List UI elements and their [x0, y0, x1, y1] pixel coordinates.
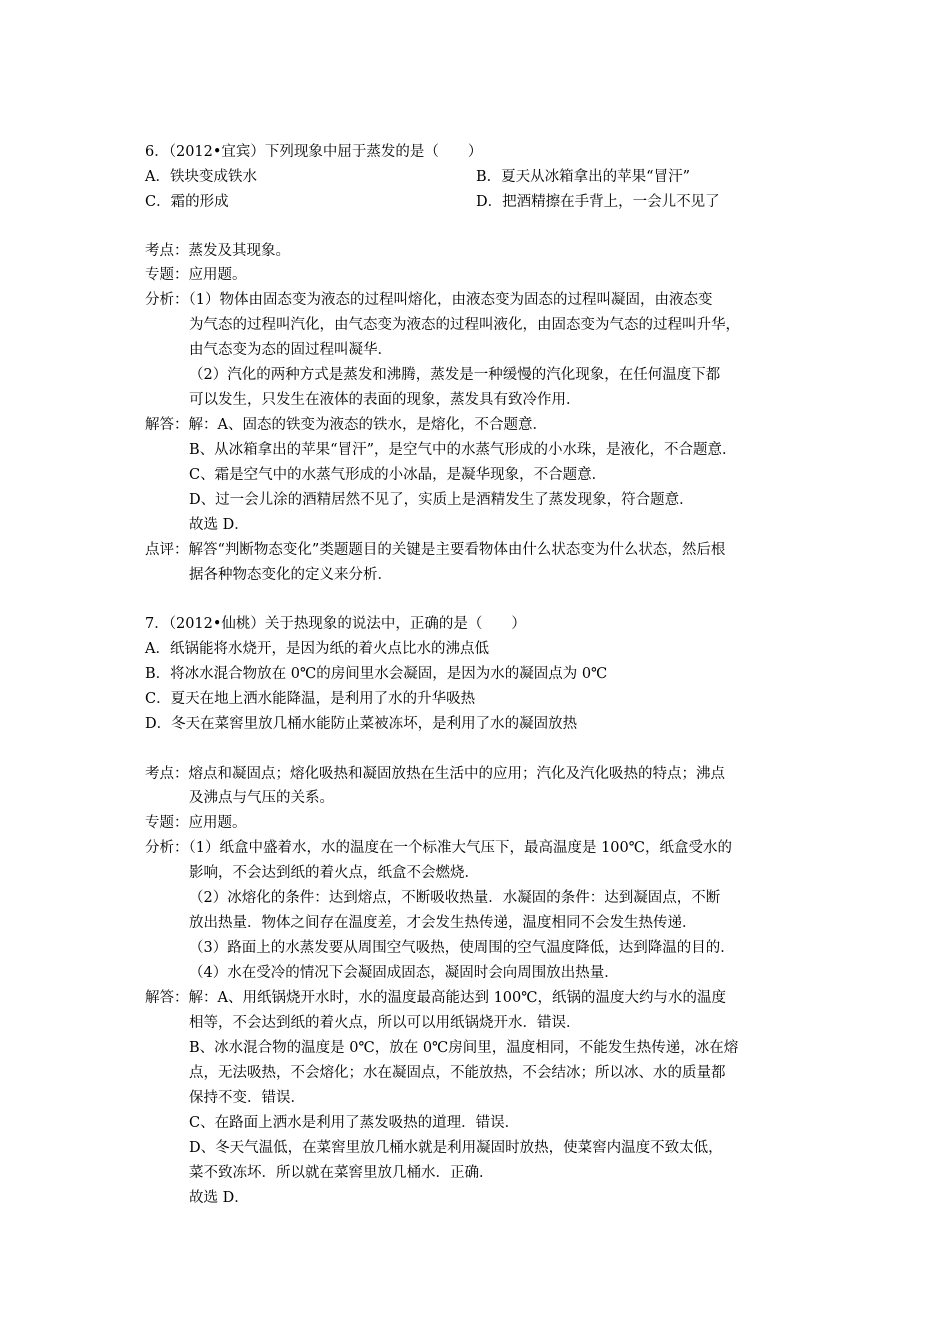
q6-option-a[interactable]: A．铁块变成铁水 — [145, 169, 257, 185]
q7-stem: 7．（2012•仙桃）关于热现象的说法中，正确的是（ ） — [145, 616, 526, 632]
q7-kaodian-line: 及沸点与气压的关系。 — [189, 790, 334, 806]
q7-jieda-line: 保持不变．错误． — [189, 1090, 305, 1106]
q6-fenxi-line: 分析：（1）物体由固态变为液态的过程叫熔化，由液态变为固态的过程叫凝固，由液态变 — [145, 292, 713, 308]
q7-jieda-line: 菜不致冻坏．所以就在菜窖里放几桶水．正确． — [189, 1165, 494, 1181]
q7-kaodian-line: 考点：熔点和凝固点；熔化吸热和凝固放热在生活中的应用；汽化及汽化吸热的特点；沸点 — [145, 766, 725, 782]
q6-dianping-line: 点评：解答“判断物态变化”类题题目的关键是主要看物体由什么状态变为什么状态，然后根 — [145, 542, 726, 558]
q7-jieda-line: 故选 D． — [189, 1190, 249, 1206]
q6-jieda-line: 解答：解：A、固态的铁变为液态的铁水，是熔化，不合题意． — [145, 417, 547, 433]
q6-dianping-line: 据各种物态变化的定义来分析． — [189, 567, 392, 583]
q7-option-c[interactable]: C．夏天在地上洒水能降温，是利用了水的升华吸热 — [145, 691, 476, 707]
q7-fenxi-line: （2）冰熔化的条件：达到熔点，不断吸收热量．水凝固的条件：达到凝固点，不断 — [189, 890, 721, 906]
q7-jieda-line: B、冰水混合物的温度是 0℃，放在 0℃房间里，温度相同，不能发生热传递，冰在熔 — [189, 1040, 739, 1056]
q7-option-d[interactable]: D．冬天在菜窖里放几桶水能防止菜被冻坏，是利用了水的凝固放热 — [145, 716, 578, 732]
q7-fenxi-line: 放出热量．物体之间存在温度差，才会发生热传递，温度相同不会发生热传递． — [189, 915, 697, 931]
q6-fenxi-line: 为气态的过程叫汽化，由气态变为液态的过程叫液化，由固态变为气态的过程叫升华， — [189, 317, 740, 333]
q7-option-b[interactable]: B．将冰水混合物放在 0℃的房间里水会凝固，是因为水的凝固点为 0℃ — [145, 666, 608, 682]
q6-option-c[interactable]: C．霜的形成 — [145, 194, 229, 210]
q6-fenxi-line: 可以发生，只发生在液体的表面的现象，蒸发具有致冷作用． — [189, 392, 581, 408]
q7-jieda-line: 点，无法吸热，不会熔化；水在凝固点，不能放热，不会结冰；所以冰、水的质量都 — [189, 1065, 726, 1081]
q6-option-d[interactable]: D．把酒精擦在手背上，一会儿不见了 — [476, 194, 720, 210]
q6-zhuanti: 专题：应用题。 — [145, 267, 247, 283]
q7-zhuanti: 专题：应用题。 — [145, 815, 247, 831]
q7-jieda-line: D、冬天气温低，在菜窖里放几桶水就是利用凝固时放热，使菜窖内温度不致太低， — [189, 1140, 723, 1156]
q6-option-b[interactable]: B．夏天从冰箱拿出的苹果“冒汗” — [476, 169, 690, 185]
q7-fenxi-line: （4）水在受冷的情况下会凝固成固态，凝固时会向周围放出热量． — [189, 965, 619, 981]
q7-jieda-line: 解答：解：A、用纸锅烧开水时，水的温度最高能达到 100℃，纸锅的温度大约与水的温度 — [145, 990, 726, 1006]
q7-fenxi-line: 影响，不会达到纸的着火点，纸盒不会燃烧． — [189, 865, 479, 881]
q6-fenxi-line: 由气态变为态的固过程叫凝华． — [189, 342, 392, 358]
q6-jieda-line: D、过一会儿涂的酒精居然不见了，实质上是酒精发生了蒸发现象，符合题意． — [189, 492, 694, 508]
q6-stem: 6．（2012•宜宾）下列现象中屈于蒸发的是（ ） — [145, 144, 483, 160]
q7-option-a[interactable]: A．纸锅能将水烧开，是因为纸的着火点比水的沸点低 — [145, 641, 489, 657]
q6-fenxi-line: （2）汽化的两种方式是蒸发和沸腾，蒸发是一种缓慢的汽化现象，在任何温度下都 — [189, 367, 721, 383]
q7-jieda-line: 相等，不会达到纸的着火点，所以可以用纸锅烧开水．错误． — [189, 1015, 581, 1031]
q7-fenxi-line: 分析：（1）纸盒中盛着水，水的温度在一个标准大气压下，最高温度是 100℃，纸盒受水的 — [145, 840, 732, 856]
q6-jieda-line: C、霜是空气中的水蒸气形成的小冰晶，是凝华现象，不合题意． — [189, 467, 607, 483]
q7-jieda-line: C、在路面上洒水是利用了蒸发吸热的道理．错误． — [189, 1115, 520, 1131]
q6-jieda-line: B、从冰箱拿出的苹果“冒汗”，是空气中的水蒸气形成的小水珠，是液化，不合题意． — [189, 442, 737, 458]
q6-jieda-line: 故选 D． — [189, 517, 249, 533]
q6-kaodian: 考点：蒸发及其现象。 — [145, 243, 290, 259]
q7-fenxi-line: （3）路面上的水蒸发要从周围空气吸热，使周围的空气温度降低，达到降温的目的． — [189, 940, 735, 956]
